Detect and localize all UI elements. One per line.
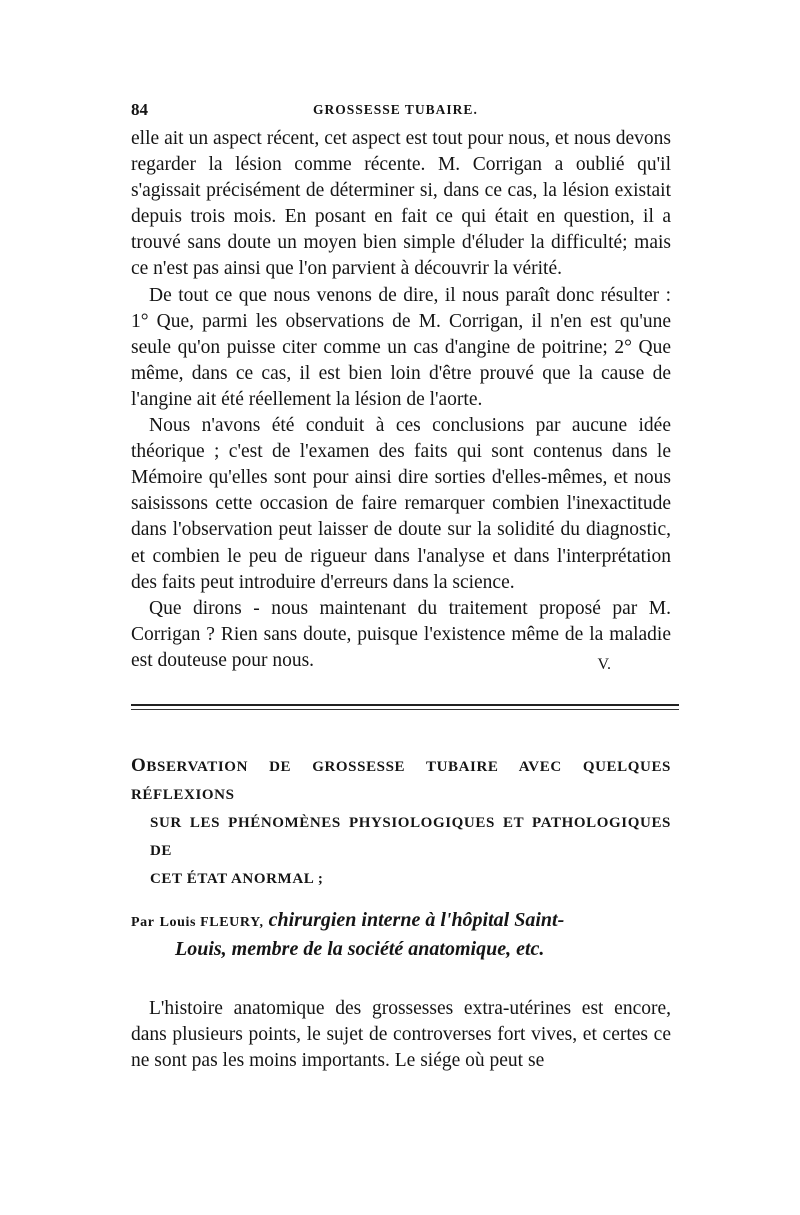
signature: V. [597, 655, 611, 673]
article-title-line-2: SUR LES PHÉNOMÈNES PHYSIOLOGIQUES ET PATHOLOGIQUES DE [150, 814, 671, 859]
paragraph-continuation: elle ait un aspect récent, cet aspect est tout pour nous, et nous devons regarder la lésion comme récente. M. Corrigan a oublié qu'il s'agissait précisément de déterminer si, dans ce cas, la lésion existait depuis trois mois. En posant en fait ce qui était en question, il a trouvé sans doute un moyen bien simple d'éluder la difficulté; mais ce n'est pas ainsi que l'on parvient à découvrir la vérité. [131, 128, 671, 280]
book-page [131, 100, 671, 1074]
article-title-line-3: CET ÉTAT ANORMAL ; [150, 870, 324, 887]
author-role-line-2: Louis, membre de la société anatomique, etc. [175, 937, 545, 960]
paragraph-treatment: Que dirons - nous maintenant du traitement proposé par M. Corrigan ? Rien sans doute, puisque l'existence même de la maladie est douteuse pour nous. [131, 597, 671, 671]
closing-paragraph [131, 596, 671, 674]
title-line-1-text: BSERVATION DE GROSSESSE TUBAIRE AVEC QUELQUES RÉFLEXIONS [131, 758, 671, 803]
divider-thick-rule [131, 704, 679, 706]
article-body-paragraph: L'histoire anatomique des grossesses extra-utérines est encore, dans plusieurs points, le sujet de controverses fort vives, et certes ce ne sont pas les moins importants. Le siége où peut se [131, 997, 671, 1072]
paragraph-reasoning: Nous n'avons été conduit à ces conclusions par aucune idée théorique ; c'est de l'examen des faits qui sont contenus dans le Mémoire qu'elles sont pour ainsi dire sorties d'elles-mêmes, et nous saisissons cette occasion de faire remarquer combien l'inexactitude dans l'observation peut laisser de doute sur la solidité du diagnostic, et combien le peu de rigueur dans l'analyse et dans l'interprétation des faits peut introduire d'erreurs dans la science. [131, 415, 671, 593]
paragraph-conclusions: De tout ce que nous venons de dire, il nous paraît donc résulter : 1° Que, parmi les observations de M. Corrigan, il n'en est qu'une seule qu'on puisse citer comme un cas d'angine de poitrine; 2° Que même, dans ce cas, il est bien loin d'être prouvé que la cause de l'angine ait été réellement la lésion de l'aorte. [131, 284, 671, 410]
title-initial: O [131, 754, 147, 776]
article-byline [131, 907, 671, 962]
running-title: GROSSESSE TUBAIRE. [313, 102, 478, 117]
divider-thin-rule [131, 709, 679, 710]
byline-prefix: Par [131, 914, 155, 930]
section-divider [131, 704, 671, 712]
byline-line-1 [131, 907, 671, 936]
page-header [131, 100, 671, 126]
page-number: 84 [131, 100, 148, 119]
author-name: Louis FLEURY, [159, 914, 264, 930]
article-title-line-1 [131, 752, 671, 809]
article-title [131, 752, 671, 893]
author-role-line-1: chirurgien interne à l'hôpital Saint- [268, 908, 565, 931]
